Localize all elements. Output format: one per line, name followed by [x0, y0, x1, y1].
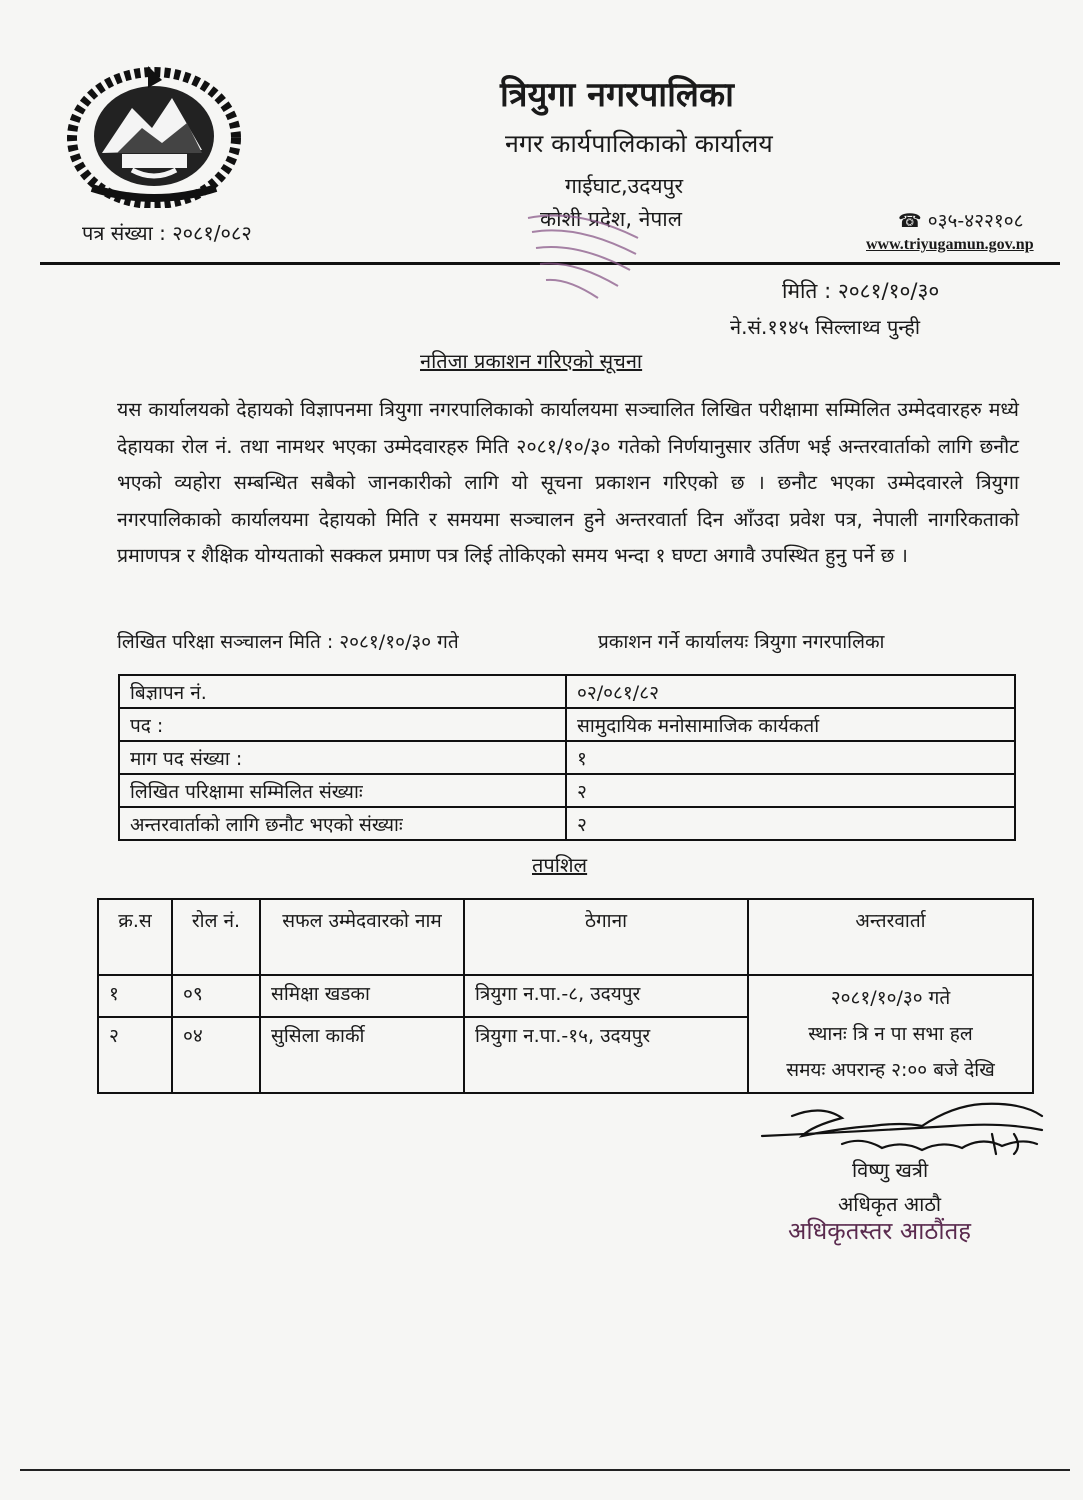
cell-name: सुसिला कार्की — [260, 1017, 464, 1093]
signatory-name: विष्णु खत्री — [852, 1158, 929, 1182]
info-row — [119, 741, 1015, 774]
header-serial: क्र.स — [98, 899, 172, 975]
table-row — [98, 975, 1033, 1017]
office-subtitle: नगर कार्यपालिकाको कार्यालय — [505, 129, 773, 158]
notice-date: मिति : २०८१/१०/३० — [782, 279, 940, 303]
interview-date: २०८१/१०/३० गते — [830, 987, 951, 1009]
header-interview: अन्तरवार्ता — [748, 899, 1033, 975]
info-row — [119, 807, 1015, 840]
written-exam-date: लिखित परिक्षा सञ्चालन मिति : २०८१/१०/३० गते — [117, 631, 459, 653]
info-value: २ — [566, 774, 1015, 807]
header-name: सफल उम्मेदवारको नाम — [260, 899, 464, 975]
office-address: गाईघाट,उदयपुर — [565, 174, 684, 198]
signatory-post: अधिकृत आठौ — [838, 1192, 942, 1216]
info-label: पद : — [119, 708, 566, 741]
office-seal-stamp — [518, 198, 658, 308]
results-header-row — [98, 899, 1033, 975]
notice-body: यस कार्यालयको देहायको विज्ञापनमा त्रियुगा नगरपालिकाको कार्यालयमा सञ्चालित लिखित परीक्षामा सम्मिलित उम्मेदवारहरु मध्ये देहायका रोल नं. तथा नामथर भएका उम्मेदवारहरु मिति २०८१/१०/३० गतेको निर्णयानुसार उर्तिण भई अन्तरवार्ताको लागि छनौट भएको व्यहोरा सम्बन्धित सबैको जानकारीको लागि यो सूचना प्रकाशन गरिएको छ । छनौट भएका उम्मेदवारले त्रियुगा नगरपालिकाको कार्यालयमा देहायको मिति र समयमा सञ्चालन हुने अन्तरवार्ता दिन आँउदा प्रवेश पत्र, नेपाली नागरिकताको प्रमाणपत्र र शैक्षिक योग्यताको सक्कल प्रमाण पत्र लिई तोकिएको समय भन्दा १ घण्टा अगावै उपस्थित हुनु पर्ने छ । — [117, 398, 1019, 567]
cell-roll: ०४ — [172, 1017, 260, 1093]
nepal-emblem-icon — [62, 58, 242, 208]
cell-interview — [748, 975, 1033, 1093]
cell-serial: २ — [98, 1017, 172, 1093]
office-province: कोशी प्रदेश, नेपाल — [540, 207, 682, 231]
footer-divider — [20, 1469, 1070, 1471]
info-row — [119, 774, 1015, 807]
letter-number: पत्र संख्या : २०८१/०८२ — [82, 221, 252, 245]
cell-address: त्रियुगा न.पा.-८, उदयपुर — [464, 975, 748, 1017]
info-value: १ — [566, 741, 1015, 774]
info-label: अन्तरवार्ताको लागि छनौट भएको संख्याः — [119, 807, 566, 840]
interview-venue: स्थानः त्रि न पा सभा हल — [808, 1023, 973, 1045]
info-label: लिखित परिक्षामा सम्मिलित संख्याः — [119, 774, 566, 807]
office-name: त्रियुगा नगरपालिका — [500, 75, 734, 115]
phone-number: ☎ ०३५-४२२१०८ — [898, 210, 1024, 232]
header-roll: रोल नं. — [172, 899, 260, 975]
interview-time: समयः अपरान्ह २:०० बजे देखि — [786, 1059, 995, 1081]
info-value: सामुदायिक मनोसामाजिक कार्यकर्ता — [566, 708, 1015, 741]
info-row — [119, 675, 1015, 708]
cell-name: समिक्षा खडका — [260, 975, 464, 1017]
info-value: ०२/०८१/८२ — [566, 675, 1015, 708]
info-label: माग पद संख्या : — [119, 741, 566, 774]
publishing-office: प्रकाशन गर्ने कार्यालयः त्रियुगा नगरपालिका — [598, 631, 885, 653]
details-heading: तपशिल — [532, 853, 588, 877]
info-label: बिज्ञापन नं. — [119, 675, 566, 708]
info-value: २ — [566, 807, 1015, 840]
notice-title: नतिजा प्रकाशन गरिएको सूचना — [420, 349, 643, 373]
results-table — [97, 898, 1034, 1094]
signatory-rank-stamp: अधिकृतस्तर आठौंतह — [788, 1217, 971, 1245]
header-address: ठेगाना — [464, 899, 748, 975]
vacancy-info-table — [118, 674, 1016, 841]
cell-address: त्रियुगा न.पा.-१५, उदयपुर — [464, 1017, 748, 1093]
nepal-samvat-date: ने.सं.११४५ सिल्लाथ्व पुन्ही — [730, 315, 921, 339]
info-row — [119, 708, 1015, 741]
cell-roll: ०९ — [172, 975, 260, 1017]
website-link[interactable]: www.triyugamun.gov.np — [866, 236, 1034, 253]
cell-serial: १ — [98, 975, 172, 1017]
